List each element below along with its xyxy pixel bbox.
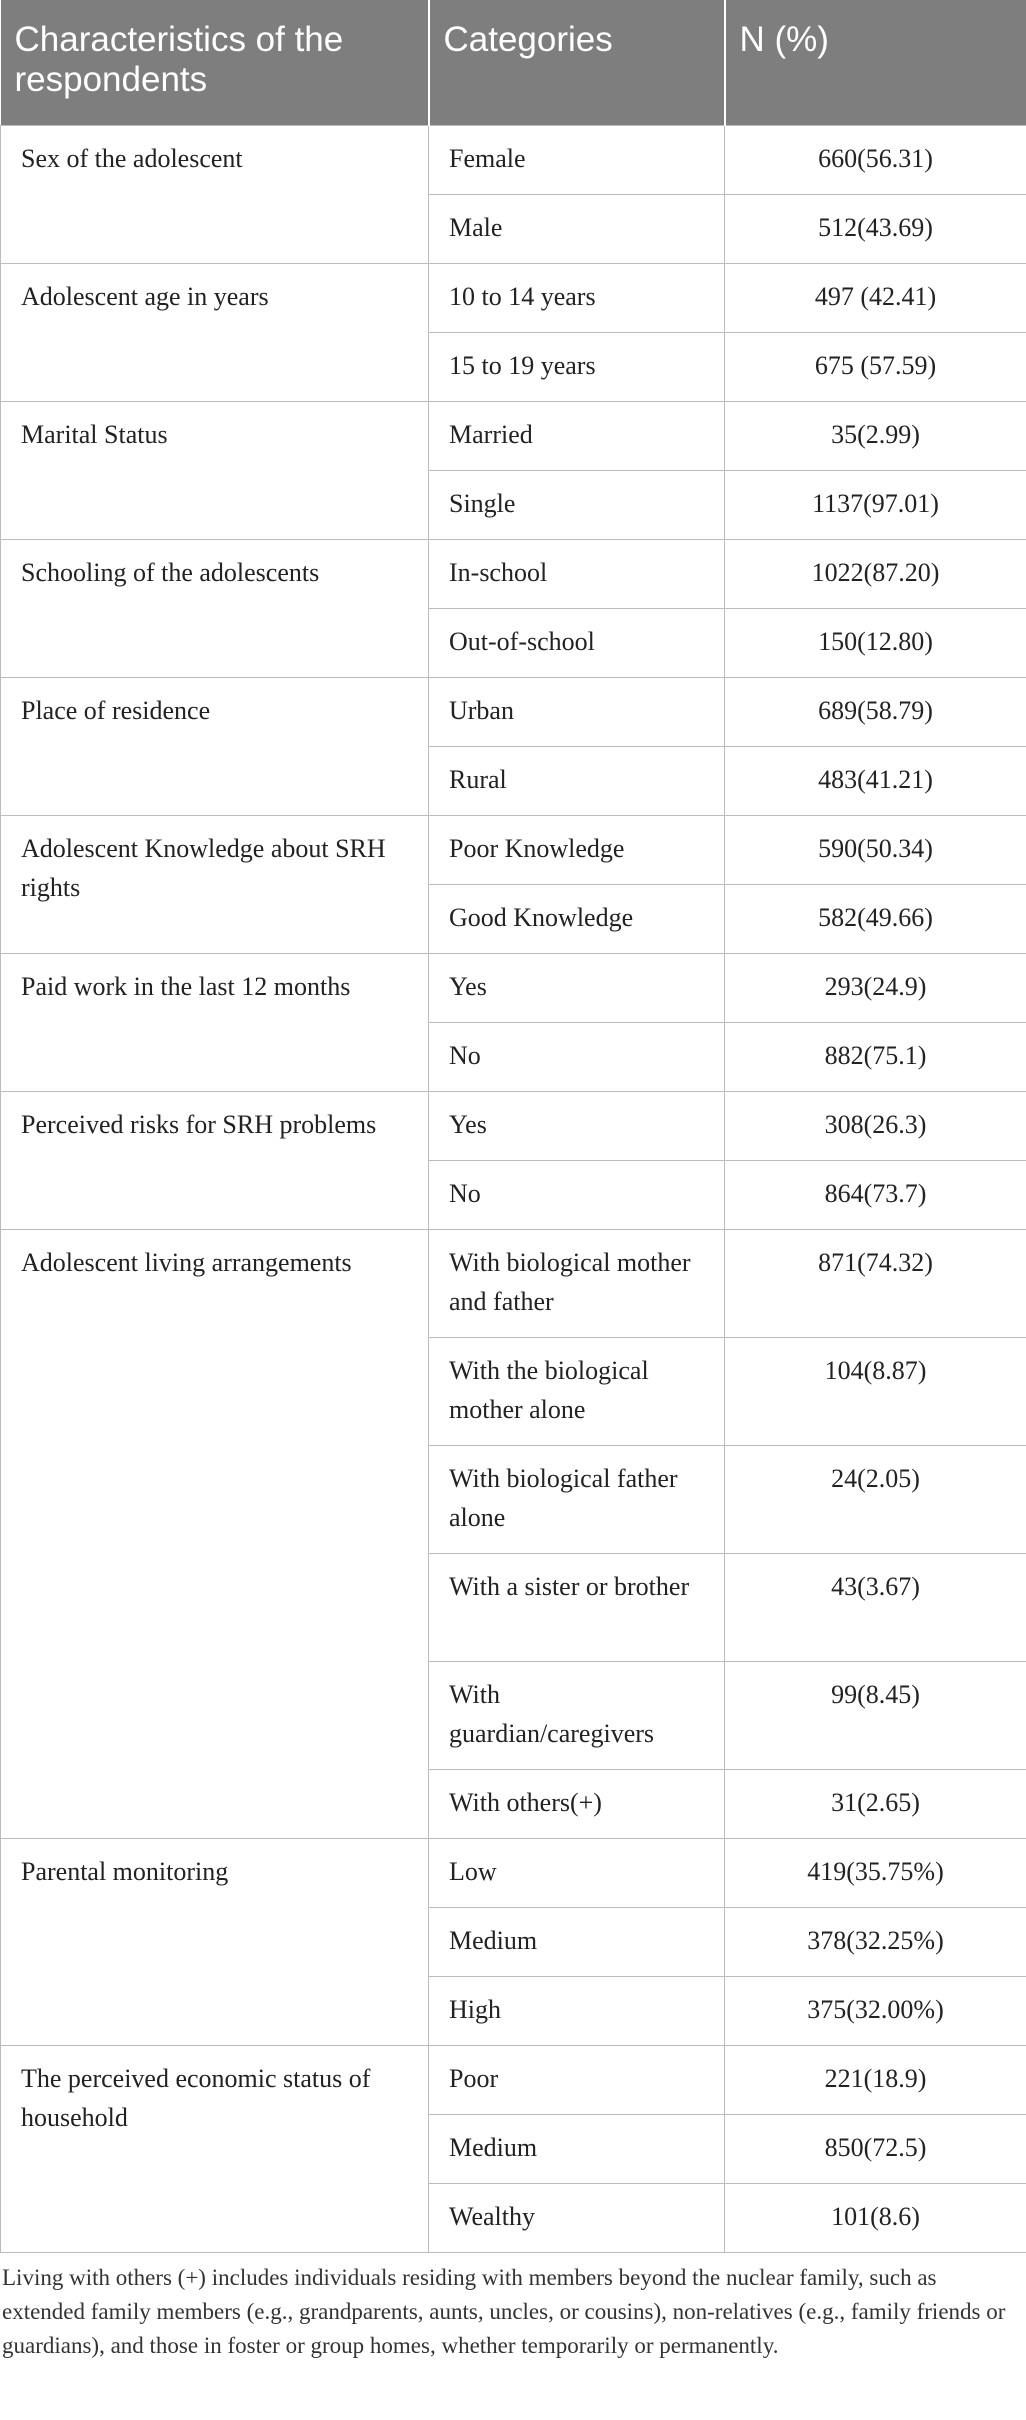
category-cell: 15 to 19 years xyxy=(429,332,725,401)
value-cell: 101(8.6) xyxy=(725,2183,1026,2252)
category-cell: Low xyxy=(429,1838,725,1907)
group-label: Parental monitoring xyxy=(1,1838,429,2045)
category-cell: No xyxy=(429,1160,725,1229)
table-row xyxy=(1,677,1026,746)
group-label: Place of residence xyxy=(1,677,429,815)
category-cell: Yes xyxy=(429,1091,725,1160)
value-cell: 512(43.69) xyxy=(725,194,1026,263)
category-cell: No xyxy=(429,1022,725,1091)
category-cell: With the biological mother alone xyxy=(429,1337,725,1445)
value-cell: 99(8.45) xyxy=(725,1661,1026,1769)
value-cell: 864(73.7) xyxy=(725,1160,1026,1229)
value-cell: 104(8.87) xyxy=(725,1337,1026,1445)
category-cell: With biological mother and father xyxy=(429,1229,725,1337)
value-cell: 582(49.66) xyxy=(725,884,1026,953)
group-label: The perceived economic status of household xyxy=(1,2045,429,2252)
table-row xyxy=(1,263,1026,332)
group-label: Adolescent age in years xyxy=(1,263,429,401)
value-cell: 675 (57.59) xyxy=(725,332,1026,401)
value-cell: 35(2.99) xyxy=(725,401,1026,470)
value-cell: 689(58.79) xyxy=(725,677,1026,746)
value-cell: 150(12.80) xyxy=(725,608,1026,677)
value-cell: 378(32.25%) xyxy=(725,1907,1026,1976)
category-cell: Rural xyxy=(429,746,725,815)
value-cell: 871(74.32) xyxy=(725,1229,1026,1337)
category-cell: Out-of-school xyxy=(429,608,725,677)
value-cell: 590(50.34) xyxy=(725,815,1026,884)
table-header xyxy=(1,0,1026,125)
category-cell: Female xyxy=(429,125,725,194)
group-label: Perceived risks for SRH problems xyxy=(1,1091,429,1229)
value-cell: 660(56.31) xyxy=(725,125,1026,194)
table-footnote: Living with others (+) includes individuals residing with members beyond the nuclear family, such as extended family members (e.g., grandparents, aunts, uncles, or cousins), non-relatives (e.g., family friends or guardians), and those in foster or group homes, whether temporarily or permanently. xyxy=(2,2264,1006,2358)
category-cell: Good Knowledge xyxy=(429,884,725,953)
category-cell: Medium xyxy=(429,1907,725,1976)
table-row xyxy=(1,815,1026,884)
value-cell: 483(41.21) xyxy=(725,746,1026,815)
category-cell: Poor Knowledge xyxy=(429,815,725,884)
category-cell: High xyxy=(429,1976,725,2045)
category-cell: With others(+) xyxy=(429,1769,725,1838)
header-categories: Categories xyxy=(429,0,725,125)
value-cell: 43(3.67) xyxy=(725,1553,1026,1661)
header-row xyxy=(1,0,1026,125)
category-cell: Poor xyxy=(429,2045,725,2114)
value-cell: 24(2.05) xyxy=(725,1445,1026,1553)
category-cell: With a sister or brother xyxy=(429,1553,725,1661)
value-cell: 850(72.5) xyxy=(725,2114,1026,2183)
category-cell: Medium xyxy=(429,2114,725,2183)
table-row xyxy=(1,1091,1026,1160)
category-cell: Urban xyxy=(429,677,725,746)
value-cell: 497 (42.41) xyxy=(725,263,1026,332)
value-cell: 293(24.9) xyxy=(725,953,1026,1022)
category-cell: Yes xyxy=(429,953,725,1022)
value-cell: 308(26.3) xyxy=(725,1091,1026,1160)
group-label: Sex of the adolescent xyxy=(1,125,429,263)
table-row xyxy=(1,125,1026,194)
table-body xyxy=(1,125,1026,2252)
value-cell: 1137(97.01) xyxy=(725,470,1026,539)
group-label: Adolescent Knowledge about SRH rights xyxy=(1,815,429,953)
table-row xyxy=(1,401,1026,470)
value-cell: 1022(87.20) xyxy=(725,539,1026,608)
category-cell: Married xyxy=(429,401,725,470)
group-label: Schooling of the adolescents xyxy=(1,539,429,677)
group-label: Marital Status xyxy=(1,401,429,539)
category-cell: With guardian/caregivers xyxy=(429,1661,725,1769)
category-cell: With biological father alone xyxy=(429,1445,725,1553)
group-label: Adolescent living arrangements xyxy=(1,1229,429,1838)
value-cell: 31(2.65) xyxy=(725,1769,1026,1838)
category-cell: 10 to 14 years xyxy=(429,263,725,332)
header-characteristics: Characteristics of the respondents xyxy=(1,0,429,125)
table-row xyxy=(1,1838,1026,1907)
header-n-percent: N (%) xyxy=(725,0,1026,125)
category-cell: Single xyxy=(429,470,725,539)
table-row xyxy=(1,1229,1026,1337)
value-cell: 375(32.00%) xyxy=(725,1976,1026,2045)
table-row xyxy=(1,539,1026,608)
value-cell: 882(75.1) xyxy=(725,1022,1026,1091)
value-cell: 419(35.75%) xyxy=(725,1838,1026,1907)
group-label: Paid work in the last 12 months xyxy=(1,953,429,1091)
category-cell: In-school xyxy=(429,539,725,608)
table-row xyxy=(1,953,1026,1022)
value-cell: 221(18.9) xyxy=(725,2045,1026,2114)
category-cell: Wealthy xyxy=(429,2183,725,2252)
table-row xyxy=(1,2045,1026,2114)
category-cell: Male xyxy=(429,194,725,263)
